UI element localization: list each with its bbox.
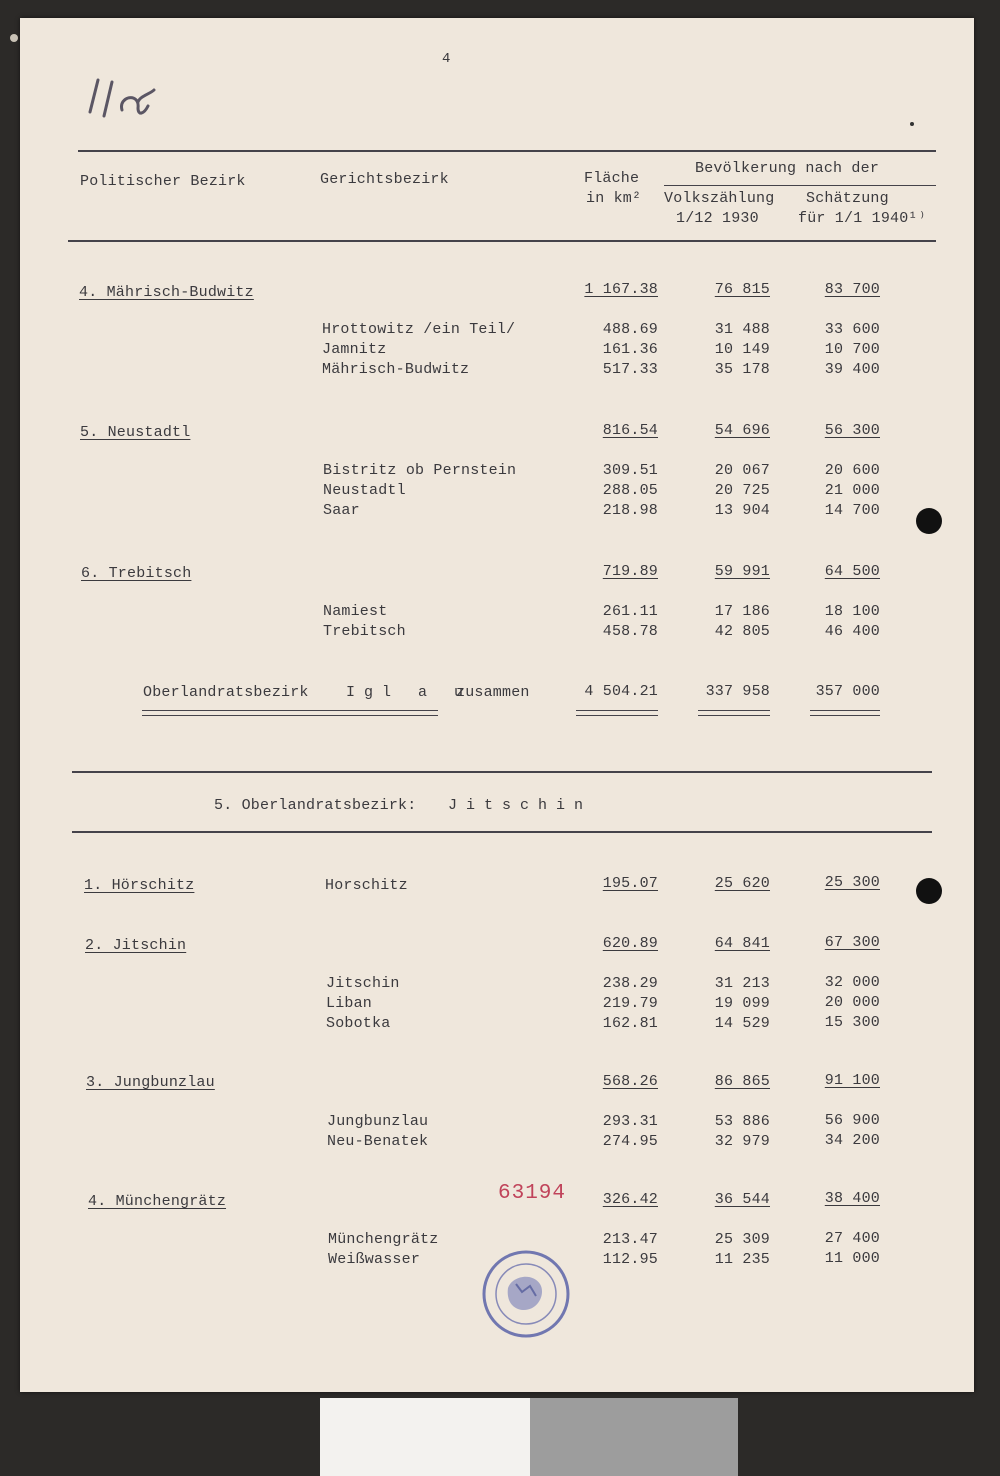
district-area: 195.07: [602, 875, 658, 892]
court-area: 218.98: [602, 502, 658, 519]
court-census: 19 099: [714, 995, 770, 1012]
court-area: 288.05: [602, 482, 658, 499]
district-area: 326.42: [602, 1191, 658, 1208]
total-label-prefix: Oberlandratsbezirk: [143, 684, 309, 701]
header-estimate-line1: Schätzung: [806, 190, 889, 207]
court-census: 35 178: [714, 361, 770, 378]
court-census: 14 529: [714, 1015, 770, 1032]
header-population-rule: [664, 185, 936, 186]
district-area: 1 167.38: [584, 281, 658, 298]
total-estimate-double-rule: [810, 710, 880, 716]
punch-hole: [916, 878, 942, 904]
court-estimate: 20 600: [824, 462, 880, 479]
punch-hole: [916, 508, 942, 534]
header-area-line2: in km²: [586, 190, 642, 207]
page-number: 4: [442, 51, 451, 67]
court-name: Namiest: [323, 603, 388, 620]
court-name: Weißwasser: [328, 1251, 421, 1268]
section-top-rule: [72, 771, 932, 773]
court-census: 17 186: [714, 603, 770, 620]
district-census: 86 865: [714, 1073, 770, 1090]
district-census: 64 841: [714, 935, 770, 952]
court-census: 11 235: [714, 1251, 770, 1268]
header-area-line1: Fläche: [584, 170, 640, 187]
court-census: 25 309: [714, 1231, 770, 1248]
total-estimate: 357 000: [815, 683, 880, 700]
header-census-line2: 1/12 1930: [676, 210, 759, 227]
court-census: 31 488: [714, 321, 770, 338]
ink-dot: [910, 122, 914, 126]
court-area: 112.95: [602, 1251, 658, 1268]
court-name: Sobotka: [326, 1015, 391, 1032]
district-name: 2. Jitschin: [85, 937, 187, 954]
corner-mark: [10, 34, 18, 42]
district-census: 25 620: [714, 875, 770, 892]
court-area: 219.79: [602, 995, 658, 1012]
stamp-number: 63194: [498, 1182, 567, 1205]
district-census: 59 991: [714, 563, 770, 580]
district-area: 620.89: [602, 935, 658, 952]
district-name: 1. Hörschitz: [84, 877, 195, 894]
court-area: 261.11: [602, 603, 658, 620]
court-estimate: 15 300: [824, 1014, 880, 1031]
district-name: 5. Neustadtl: [80, 424, 191, 441]
header-bottom-rule: [68, 240, 936, 242]
court-area: 213.47: [602, 1231, 658, 1248]
district-estimate: 64 500: [824, 563, 880, 580]
court-name: Liban: [326, 995, 373, 1012]
court-estimate: 34 200: [824, 1132, 880, 1149]
court-estimate: 46 400: [824, 623, 880, 640]
court-area: 458.78: [602, 623, 658, 640]
court-census: 32 979: [714, 1133, 770, 1150]
court-estimate: 11 000: [824, 1250, 880, 1267]
district-estimate: 83 700: [824, 281, 880, 298]
district-area: 816.54: [602, 422, 658, 439]
court-estimate: 27 400: [824, 1230, 880, 1247]
court-name: Jitschin: [326, 975, 400, 992]
total-area-double-rule: [576, 710, 658, 716]
total-area: 4 504.21: [584, 683, 658, 700]
handwritten-mark: [82, 72, 182, 124]
court-name: Jungbunzlau: [327, 1113, 429, 1130]
district-estimate: 67 300: [824, 934, 880, 951]
court-census: 31 213: [714, 975, 770, 992]
district-census: 76 815: [714, 281, 770, 298]
court-area: 517.33: [602, 361, 658, 378]
court-census: 10 149: [714, 341, 770, 358]
court-census: 20 725: [714, 482, 770, 499]
header-census-line1: Volkszählung: [664, 190, 775, 207]
court-estimate: 20 000: [824, 994, 880, 1011]
total-label-double-rule: [142, 710, 438, 716]
section-bottom-rule: [72, 831, 932, 833]
district-name: 6. Trebitsch: [81, 565, 192, 582]
court-name: Neu-Benatek: [327, 1133, 429, 1150]
section-title-name: Jitschin: [448, 797, 593, 814]
court-name: Münchengrätz: [328, 1231, 439, 1248]
court-estimate: 39 400: [824, 361, 880, 378]
court-area: 293.31: [602, 1113, 658, 1130]
court-area: 309.51: [602, 462, 658, 479]
district-census: 36 544: [714, 1191, 770, 1208]
header-population: Bevölkerung nach der: [695, 160, 880, 177]
district-name: 4. Münchengrätz: [88, 1193, 227, 1210]
scan-grey-strip: [530, 1398, 738, 1476]
court-census: 13 904: [714, 502, 770, 519]
district-area: 568.26: [602, 1073, 658, 1090]
total-label-name: Igl a u: [346, 684, 473, 701]
archive-seal-icon: [478, 1248, 574, 1340]
court-area: 238.29: [602, 975, 658, 992]
district-estimate: 38 400: [824, 1190, 880, 1207]
district-name: 3. Jungbunzlau: [86, 1074, 215, 1091]
header-top-rule: [78, 150, 936, 152]
total-census: 337 958: [705, 683, 770, 700]
court-estimate: 33 600: [824, 321, 880, 338]
court-name: Horschitz: [325, 877, 408, 894]
court-estimate: 18 100: [824, 603, 880, 620]
court-name: Bistritz ob Pernstein: [323, 462, 517, 479]
court-estimate: 10 700: [824, 341, 880, 358]
header-estimate-line2: für 1/1 1940¹⁾: [798, 210, 927, 227]
court-census: 53 886: [714, 1113, 770, 1130]
court-census: 20 067: [714, 462, 770, 479]
court-name: Trebitsch: [323, 623, 406, 640]
district-area: 719.89: [602, 563, 658, 580]
court-name: Jamnitz: [322, 341, 387, 358]
court-name: Neustadtl: [323, 482, 406, 499]
district-estimate: 91 100: [824, 1072, 880, 1089]
district-estimate: 56 300: [824, 422, 880, 439]
district-census: 54 696: [714, 422, 770, 439]
header-political-district: Politischer Bezirk: [80, 173, 246, 190]
total-label-suffix: zusammen: [456, 684, 530, 701]
court-estimate: 56 900: [824, 1112, 880, 1129]
court-area: 488.69: [602, 321, 658, 338]
court-name: Mährisch-Budwitz: [322, 361, 470, 378]
district-name: 4. Mährisch-Budwitz: [79, 284, 254, 301]
court-estimate: 32 000: [824, 974, 880, 991]
court-area: 161.36: [602, 341, 658, 358]
scan-white-strip: [320, 1398, 530, 1476]
court-area: 162.81: [602, 1015, 658, 1032]
court-area: 274.95: [602, 1133, 658, 1150]
court-name: Hrottowitz /ein Teil/: [322, 321, 516, 338]
court-estimate: 21 000: [824, 482, 880, 499]
header-court-district: Gerichtsbezirk: [320, 171, 449, 188]
district-estimate: 25 300: [824, 874, 880, 891]
court-census: 42 805: [714, 623, 770, 640]
section-title-prefix: 5. Oberlandratsbezirk:: [214, 797, 417, 814]
total-census-double-rule: [698, 710, 770, 716]
court-name: Saar: [323, 502, 360, 519]
court-estimate: 14 700: [824, 502, 880, 519]
